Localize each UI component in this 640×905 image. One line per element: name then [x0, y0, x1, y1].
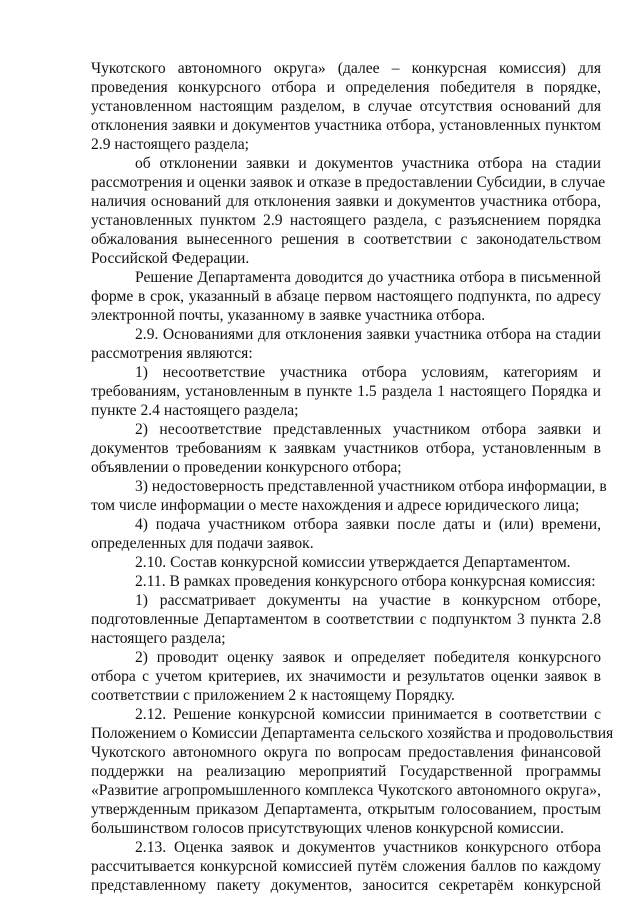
text-line: рассмотрения и оценки заявок и отказе в предоставлении Субсидии, в случае [91, 174, 606, 191]
text-line: форме в срок, указанный в абзаце первом настоящего подпункта, по адресу [91, 288, 601, 305]
list-item-first-line: 3) недостоверность представленной участником отбора информации, в [135, 478, 607, 495]
paragraph-first-line: Решение Департамента доводится до участника отбора в письменной [135, 269, 601, 286]
list-item-first-line: 1) рассматривает документы на участие в конкурсном отборе, [135, 592, 601, 609]
clause-2-13-heading: 2.13. Оценка заявок и документов участников конкурсного отбора [135, 839, 601, 856]
text-line: Чукотского автономного округа по вопросам предоставления финансовой [91, 744, 601, 761]
text-line: электронной почты, указанному в заявке участника отбора. [91, 307, 486, 324]
text-line: пункте 2.4 настоящего раздела; [91, 402, 299, 419]
text-line: представленному пакету документов, заносится секретарём конкурсной [91, 877, 601, 894]
text-line: определенных для подачи заявок. [91, 535, 314, 552]
text-line: отклонения заявки и документов участника отбора, установленных пунктом [91, 117, 601, 134]
text-line: поддержки на реализацию мероприятий Государственной программы [91, 763, 601, 780]
text-line: установленных пунктом 2.9 настоящего раздела, с разъяснением порядка [91, 212, 601, 229]
text-line: установленном настоящим разделом, в случае отсутствия оснований для [91, 98, 601, 115]
text-line: Положением о Комиссии Департамента сельского хозяйства и продовольствия [91, 725, 614, 742]
text-line: том числе информации о месте нахождения и адресе юридического лица; [91, 497, 580, 514]
text-line: соответствии с приложением 2 к настоящему Порядку. [91, 687, 455, 704]
text-line: утвержденным приказом Департамента, открытым голосованием, простым [91, 801, 601, 818]
text-line: Российской Федерации. [91, 250, 250, 267]
list-item-first-line: 2) несоответствие представленных участником отбора заявки и [135, 421, 601, 438]
text-line: «Развитие агропромышленного комплекса Чукотского автономного округа», [91, 782, 601, 799]
list-item-first-line: 2) проводит оценку заявок и определяет победителя конкурсного [135, 649, 601, 666]
text-line: рассмотрения являются: [91, 345, 253, 362]
list-item-first-line: 1) несоответствие участника отбора условиям, категориям и [135, 364, 601, 381]
text-line: большинством голосов присутствующих членов конкурсной комиссии. [91, 820, 565, 837]
text-line: рассчитывается конкурсной комиссией путём сложения баллов по каждому [91, 858, 601, 875]
text-line: наличия оснований для отклонения заявки и документов участника отбора, [91, 193, 601, 210]
text-line: проведения конкурсного отбора и определения победителя в порядке, [91, 79, 601, 96]
text-line: документов требованиям к заявкам участников отбора, установленным в [91, 440, 601, 457]
paragraph-first-line: об отклонении заявки и документов участника отбора на стадии [135, 155, 601, 172]
text-line: отбора с учетом критериев, их значимости и результатов оценки заявок в [91, 668, 601, 685]
text-line: обжалования вынесенного решения в соответствии с законодательством [91, 231, 601, 248]
clause-2-10: 2.10. Состав конкурсной комиссии утверждается Департаментом. [135, 554, 571, 571]
clause-2-9-heading: 2.9. Основаниями для отклонения заявки участника отбора на стадии [135, 326, 601, 343]
text-line: 2.9 настоящего раздела; [91, 136, 249, 153]
clause-2-11-heading: 2.11. В рамках проведения конкурсного отбора конкурсная комиссия: [135, 573, 596, 590]
text-line: настоящего раздела; [91, 630, 226, 647]
text-line: объявлении о проведении конкурсного отбора; [91, 459, 402, 476]
list-item-first-line: 4) подача участником отбора заявки после даты и (или) времени, [135, 516, 601, 533]
text-line: Чукотского автономного округа» (далее – конкурсная комиссия) для [91, 60, 601, 77]
clause-2-12-heading: 2.12. Решение конкурсной комиссии принимается в соответствии с [135, 706, 601, 723]
text-line: требованиям, установленным в пункте 1.5 раздела 1 настоящего Порядка и [91, 383, 601, 400]
text-line: подготовленные Департаментом в соответствии с подпунктом 3 пункта 2.8 [91, 611, 601, 628]
